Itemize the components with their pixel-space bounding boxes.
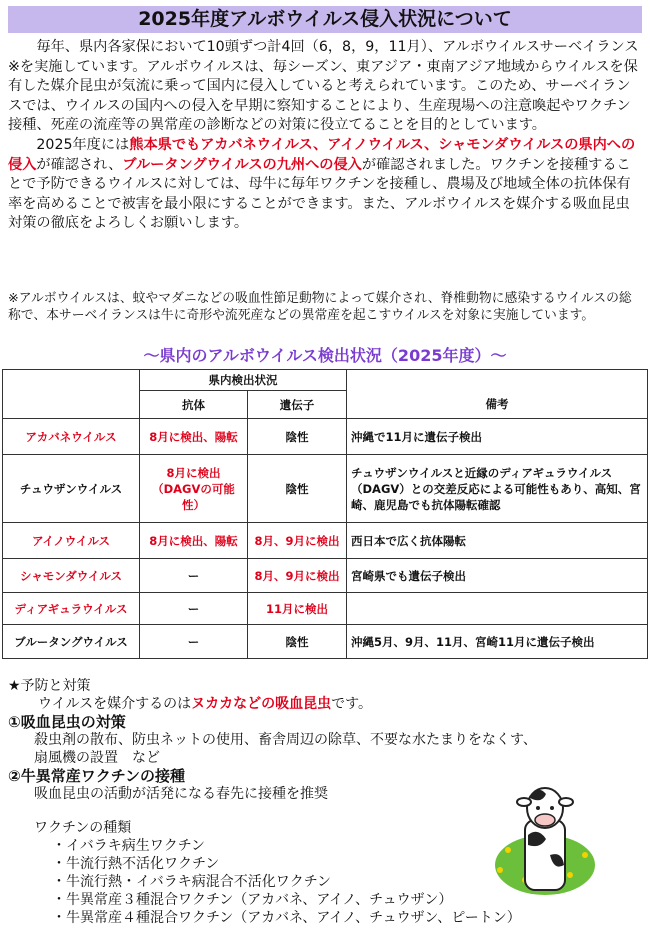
virus-name: アカバネウイルス	[3, 419, 140, 455]
table-title: ～県内のアルボウイルス検出状況（2025年度）～	[143, 346, 507, 365]
antibody-cell: 8月に検出、陽転	[140, 419, 248, 455]
insect-control-heading: ①吸血昆虫の対策	[8, 713, 126, 731]
vaccine-item: ・牛流行熱・イバラキ病混合不活化ワクチン	[52, 874, 332, 890]
antibody-cell: 8月に検出 （DAGVの可能性）	[140, 455, 248, 523]
intro-text	[8, 38, 642, 234]
table-row	[3, 559, 648, 593]
virus-name: ディアギュラウイルス	[3, 593, 140, 625]
gene-cell: 陰性	[248, 455, 347, 523]
vaccine-item: ・牛流行熱不活化ワクチン	[52, 856, 220, 872]
footnote: ※アルボウイルスは、蚊やマダニなどの吸血性節足動物によって媒介され、脊椎動物に感染するウイルスの総称で、本サーベイランスは牛に奇形や流死産などの異常産を起こすウイルスを対象に実施しています。	[8, 291, 632, 323]
vaccine-item: ・イバラキ病生ワクチン	[52, 838, 206, 854]
virus-name: アイノウイルス	[3, 523, 140, 559]
intro-p2-text: 2025年度には	[36, 136, 130, 153]
table-row	[3, 455, 648, 523]
intro-p2-text: が確認され、	[36, 156, 123, 173]
highlight-bluetongue: ブルータングウイルスの九州への侵入	[122, 156, 362, 173]
vaccine-item: ・牛異常産３種混合ワクチン（アカバネ、アイノ、チュウザン）	[52, 892, 453, 908]
vaccine-heading: ②牛異常産ワクチンの接種	[8, 767, 185, 785]
intro-p2-text: が確認されました。ワクチンを接種することで予防できるウイルスに対しては、母牛に毎年ワクチンを接種し、農場及び地域全体の抗体保有率を高めることで被害を最小限にすることができます。また、アルボウイルスを媒介する吸血昆虫対策の徹底をよろしくお願いします。	[8, 156, 631, 232]
intro-paragraph-2	[8, 136, 642, 234]
table-row	[3, 625, 648, 659]
remarks-cell: 宮崎県でも遺伝子検出	[347, 559, 648, 593]
antibody-cell: 8月に検出、陽転	[140, 523, 248, 559]
table-row	[3, 523, 648, 559]
table-row	[3, 419, 648, 455]
detection-table	[2, 369, 648, 659]
insect-control-text: 殺虫剤の散布、防虫ネットの使用、畜舎周辺の除草、不要な水たまりをなくす、	[34, 732, 537, 748]
header-blank	[3, 391, 140, 419]
header-remarks: 備考	[347, 391, 648, 419]
gene-cell: 陰性	[248, 419, 347, 455]
remarks-cell: 西日本で広く抗体陽転	[347, 523, 648, 559]
vaccine-item: ・牛異常産４種混合ワクチン（アカバネ、アイノ、チュウザン、ピートン）	[52, 910, 521, 926]
header-antibody: 抗体	[140, 391, 248, 419]
virus-name: シャモンダウイルス	[3, 559, 140, 593]
cow-illustration	[490, 780, 600, 900]
virus-name: チュウザンウイルス	[3, 455, 140, 523]
prevention-lead	[8, 695, 642, 713]
antibody-cell: ー	[140, 559, 248, 593]
table-header-row	[3, 370, 648, 391]
remarks-cell: チュウザンウイルスと近縁のディアギュラウイルス（DAGV）との交差反応による可能性もあり、高知、宮崎、鹿児島でも抗体陽転確認	[347, 455, 648, 523]
header-gene: 遺伝子	[248, 391, 347, 419]
table-row	[3, 593, 648, 625]
vaccine-text: 吸血昆虫の活動が活発になる春先に接種を推奨	[34, 786, 328, 802]
insect-control-text: 扇風機の設置 など	[34, 750, 160, 766]
intro-paragraph-1: 毎年、県内各家保において10頭ずつ計4回（6，8，9，11月）、アルボウイルスサーベイランス※を実施しています。アルボウイルスは、毎シーズン、東アジア・東南アジア地域からウイルスを保有した媒介昆虫が気流に乗って国内に侵入していると考えられています。このため、サーベイランスでは、ウイルスの国内への侵入を早期に察知することにより、生産現場への注意喚起やワクチン接種、死産の流産等の異常産の診断などの対策に役立てることを目的としています。	[8, 39, 639, 134]
remarks-cell	[347, 593, 648, 625]
header-blank	[347, 370, 648, 391]
header-group: 県内検出状況	[140, 370, 347, 391]
virus-name: ブルータングウイルス	[3, 625, 140, 659]
vaccine-types-heading: ワクチンの種類	[34, 820, 132, 836]
gene-cell: 陰性	[248, 625, 347, 659]
highlight-kumamoto: 熊本県でもアカバネウイルス、アイノウイルス、シャモンダウイルスの県内への侵入	[8, 136, 636, 173]
lead-highlight: ヌカカなどの吸血昆虫	[191, 696, 332, 712]
prevention-heading: ★予防と対策	[8, 678, 91, 694]
gene-cell: 11月に検出	[248, 593, 347, 625]
lead-text: ウイルスを媒介するのは	[38, 696, 192, 712]
remarks-cell: 沖縄で11月に遺伝子検出	[347, 419, 648, 455]
header-blank	[3, 370, 140, 391]
lead-text: です。	[331, 696, 373, 712]
gene-cell: 8月、9月に検出	[248, 559, 347, 593]
table-subheader-row	[3, 391, 648, 419]
antibody-cell: ー	[140, 625, 248, 659]
page-title: 2025年度アルボウイルス侵入状況について	[8, 6, 642, 33]
antibody-cell: ー	[140, 593, 248, 625]
remarks-cell: 沖縄5月、9月、11月、宮崎11月に遺伝子検出	[347, 625, 648, 659]
gene-cell: 8月、9月に検出	[248, 523, 347, 559]
